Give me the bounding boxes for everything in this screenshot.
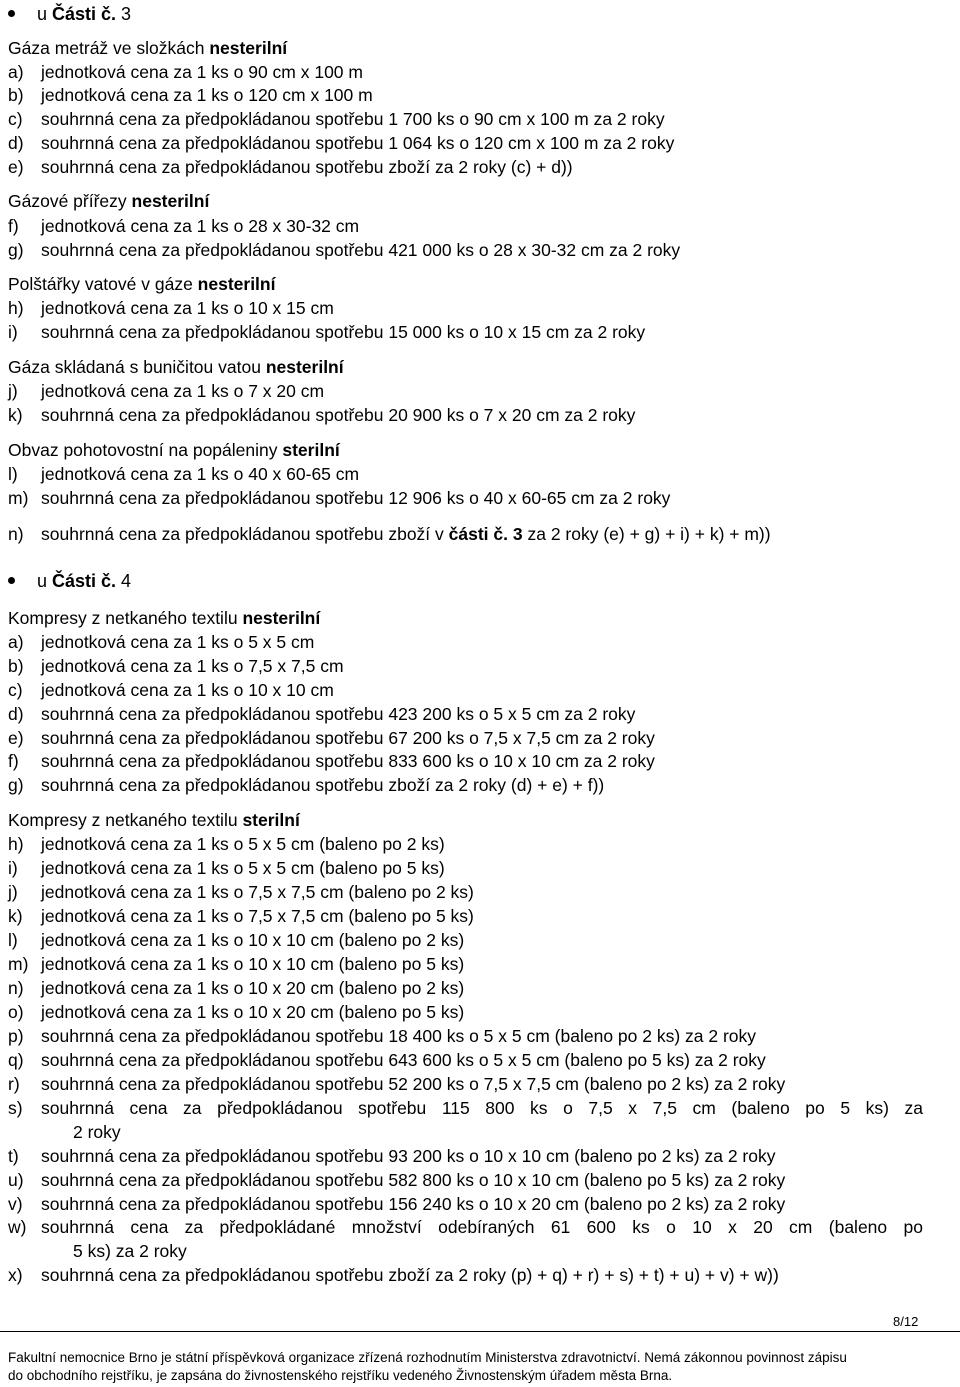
group-title: Kompresy z netkaného textilu sterilní [8, 810, 300, 830]
list-item: i) jednotková cena za 1 ks o 5 x 5 cm (baleno po 5 ks) [8, 858, 445, 878]
list-item: e) souhrnná cena za předpokládanou spotřebu 67 200 ks o 7,5 x 7,5 cm za 2 roky [8, 728, 655, 748]
list-item: d) souhrnná cena za předpokládanou spotřebu 423 200 ks o 5 x 5 cm za 2 roky [8, 704, 636, 724]
list-item: t) souhrnná cena za předpokládanou spotřebu 93 200 ks o 10 x 10 cm (baleno po 2 ks) za 2 roky [8, 1146, 776, 1166]
group-title: Kompresy z netkaného textilu nesterilní [8, 608, 321, 628]
list-item: e) souhrnná cena za předpokládanou spotřebu zboží za 2 roky (c) + d)) [8, 157, 573, 177]
list-item: g) souhrnná cena za předpokládanou spotřebu zboží za 2 roky (d) + e) + f)) [8, 775, 605, 795]
bullet-icon [8, 10, 15, 17]
list-item: b) jednotková cena za 1 ks o 7,5 x 7,5 cm [8, 656, 344, 676]
footer-line: Fakultní nemocnice Brno je státní příspěvková organizace zřízená rozhodnutím Ministerstva zdravotnictví. Nemá zákonnou povinnost zápisu [8, 1350, 847, 1365]
footer-line: do obchodního rejstříku, je zapsána do živnostenského rejstříku vedeného Živnostenským úřadem města Brna. [8, 1368, 673, 1383]
list-item: m) jednotková cena za 1 ks o 10 x 10 cm (baleno po 5 ks) [8, 954, 465, 974]
list-item: f) souhrnná cena za předpokládanou spotřebu 833 600 ks o 10 x 10 cm za 2 roky [8, 751, 655, 771]
list-item: j) jednotková cena za 1 ks o 7,5 x 7,5 cm (baleno po 2 ks) [8, 882, 474, 902]
group-title: Obvaz pohotovostní na popáleniny sterilní [8, 440, 340, 460]
list-item: f) jednotková cena za 1 ks o 28 x 30-32 cm [8, 216, 360, 236]
list-item: h) jednotková cena za 1 ks o 10 x 15 cm [8, 298, 334, 318]
list-item: b) jednotková cena za 1 ks o 120 cm x 100 m [8, 85, 373, 105]
group-title: Gázové přířezy nesterilní [8, 191, 210, 211]
list-item: q) souhrnná cena za předpokládanou spotřebu 643 600 ks o 5 x 5 cm (baleno po 5 ks) za 2 roky [8, 1050, 766, 1070]
list-item: l) jednotková cena za 1 ks o 10 x 10 cm (baleno po 2 ks) [8, 930, 465, 950]
part3-heading: u Části č. 3 [8, 3, 131, 25]
list-item-continuation: 2 roky [73, 1122, 121, 1142]
list-item: g) souhrnná cena za předpokládanou spotřebu 421 000 ks o 28 x 30-32 cm za 2 roky [8, 240, 681, 260]
list-item: j) jednotková cena za 1 ks o 7 x 20 cm [8, 381, 325, 401]
part3-total: n) souhrnná cena za předpokládanou spotřebu zboží v části č. 3 za 2 roky (e) + g) + i) + k) + m)) [8, 524, 771, 544]
footer-divider [0, 1331, 960, 1332]
group-title: Polštářky vatové v gáze nesterilní [8, 274, 276, 294]
list-item: l) jednotková cena za 1 ks o 40 x 60-65 cm [8, 464, 360, 484]
list-item: n) jednotková cena za 1 ks o 10 x 20 cm (baleno po 2 ks) [8, 978, 465, 998]
list-item: c) jednotková cena za 1 ks o 10 x 10 cm [8, 680, 334, 700]
list-item: x) souhrnná cena za předpokládanou spotřebu zboží za 2 roky (p) + q) + r) + s) + t) + u) + v) + w)) [8, 1265, 779, 1285]
list-item: w) souhrnná cena za předpokládané množství odebíraných 61 600 ks o 10 x 20 cm (baleno po [8, 1217, 923, 1237]
group-title: Gáza skládaná s buničitou vatou nesterilní [8, 357, 344, 377]
list-item: i) souhrnná cena za předpokládanou spotřebu 15 000 ks o 10 x 15 cm za 2 roky [8, 322, 646, 342]
list-item: c) souhrnná cena za předpokládanou spotřebu 1 700 ks o 90 cm x 100 m za 2 roky [8, 109, 665, 129]
group-title: Gáza metráž ve složkách nesterilní [8, 38, 288, 58]
list-item: k) jednotková cena za 1 ks o 7,5 x 7,5 cm (baleno po 5 ks) [8, 906, 474, 926]
list-item: m) souhrnná cena za předpokládanou spotřebu 12 906 ks o 40 x 60-65 cm za 2 roky [8, 488, 671, 508]
list-item: p) souhrnná cena za předpokládanou spotřebu 18 400 ks o 5 x 5 cm (baleno po 2 ks) za 2 roky [8, 1026, 757, 1046]
list-item-continuation: 5 ks) za 2 roky [73, 1241, 187, 1261]
list-item: a) jednotková cena za 1 ks o 5 x 5 cm [8, 632, 315, 652]
list-item: h) jednotková cena za 1 ks o 5 x 5 cm (baleno po 2 ks) [8, 834, 445, 854]
bullet-icon [8, 577, 15, 584]
list-item: v) souhrnná cena za předpokládanou spotřebu 156 240 ks o 10 x 20 cm (baleno po 2 ks) za 2 roky [8, 1194, 786, 1214]
list-item: a) jednotková cena za 1 ks o 90 cm x 100 m [8, 62, 363, 82]
list-item: d) souhrnná cena za předpokládanou spotřebu 1 064 ks o 120 cm x 100 m za 2 roky [8, 133, 675, 153]
list-item: k) souhrnná cena za předpokládanou spotřebu 20 900 ks o 7 x 20 cm za 2 roky [8, 405, 636, 425]
list-item: u) souhrnná cena za předpokládanou spotřebu 582 800 ks o 10 x 10 cm (baleno po 5 ks) za 2 roky [8, 1170, 786, 1190]
list-item: r) souhrnná cena za předpokládanou spotřebu 52 200 ks o 7,5 x 7,5 cm (baleno po 2 ks) za 2 roky [8, 1074, 786, 1094]
list-item: o) jednotková cena za 1 ks o 10 x 20 cm (baleno po 5 ks) [8, 1002, 465, 1022]
part4-heading: u Části č. 4 [8, 570, 131, 592]
list-item: s) souhrnná cena za předpokládanou spotřebu 115 800 ks o 7,5 x 7,5 cm (baleno po 5 ks) za [8, 1098, 923, 1118]
page-number: 8/12 [893, 1314, 919, 1329]
